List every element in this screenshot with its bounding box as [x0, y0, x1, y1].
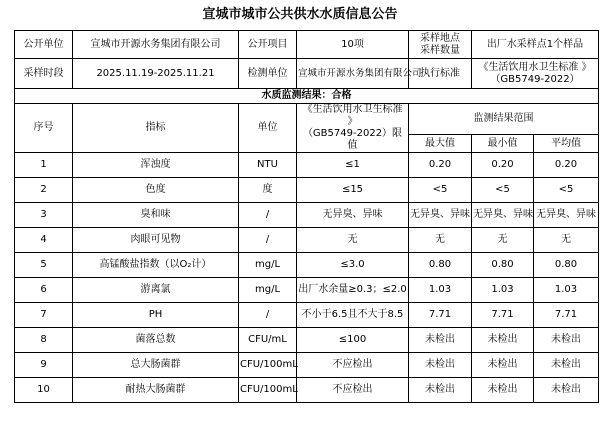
cell-unit: CFU/100mL	[239, 353, 297, 378]
info-row-2	[15, 59, 599, 89]
cell-min: 1.03	[472, 278, 534, 303]
water-quality-table	[14, 30, 599, 403]
cell-unit: CFU/100mL	[239, 378, 297, 403]
cell-unit: /	[239, 303, 297, 328]
cell-limit: ≤3.0	[297, 253, 409, 278]
info-row-1	[15, 31, 599, 59]
cell-min: 0.80	[472, 253, 534, 278]
header-indicator: 指标	[73, 104, 239, 153]
cell-unit: 度	[239, 178, 297, 203]
period-label: 采样时段	[15, 59, 73, 89]
cell-max: 未检出	[409, 353, 472, 378]
cell-max: 未检出	[409, 328, 472, 353]
cell-max: 7.71	[409, 303, 472, 328]
result-heading-row	[15, 89, 599, 104]
cell-min: <5	[472, 178, 534, 203]
cell-indicator: 耐热大肠菌群	[73, 378, 239, 403]
header-limit: 《生活饮用水卫生标准 》 （GB5749-2022）限值	[297, 104, 409, 153]
result-heading: 水质监测结果：合格	[15, 89, 599, 104]
cell-min: 未检出	[472, 328, 534, 353]
cell-min: 7.71	[472, 303, 534, 328]
cell-limit: 出厂水余量≥0.3；≤2.0	[297, 278, 409, 303]
cell-limit: ≤1	[297, 153, 409, 178]
header-avg: 平均值	[534, 135, 599, 153]
items-value: 10项	[297, 31, 409, 59]
cell-limit: 无异臭、异味	[297, 203, 409, 228]
cell-avg: 0.20	[534, 153, 599, 178]
cell-indicator: 游离氯	[73, 278, 239, 303]
sample-label: 采样地点 采样数量	[409, 31, 472, 59]
cell-seq: 3	[15, 203, 73, 228]
cell-min: 0.20	[472, 153, 534, 178]
table-row	[15, 378, 599, 403]
unit-value: 宣城市开源水务集团有限公司	[73, 31, 239, 59]
header-unit: 单位	[239, 104, 297, 153]
cell-seq: 9	[15, 353, 73, 378]
cell-avg: <5	[534, 178, 599, 203]
cell-indicator: 色度	[73, 178, 239, 203]
table-row	[15, 353, 599, 378]
cell-indicator: 浑浊度	[73, 153, 239, 178]
table-row	[15, 153, 599, 178]
cell-unit: mg/L	[239, 278, 297, 303]
cell-avg: 未检出	[534, 328, 599, 353]
header-row-1	[15, 104, 599, 135]
cell-seq: 5	[15, 253, 73, 278]
cell-min: 无	[472, 228, 534, 253]
cell-avg: 1.03	[534, 278, 599, 303]
cell-min: 未检出	[472, 353, 534, 378]
cell-unit: mg/L	[239, 253, 297, 278]
cell-unit: CFU/mL	[239, 328, 297, 353]
cell-max: 无异臭、异味	[409, 203, 472, 228]
header-seq: 序号	[15, 104, 73, 153]
items-label: 公开项目	[239, 31, 297, 59]
cell-max: 1.03	[409, 278, 472, 303]
cell-min: 无异臭、异味	[472, 203, 534, 228]
std-label: 执行标准	[409, 59, 472, 89]
cell-limit: 不应检出	[297, 378, 409, 403]
cell-indicator: 总大肠菌群	[73, 353, 239, 378]
period-value: 2025.11.19-2025.11.21	[73, 59, 239, 89]
cell-unit: /	[239, 228, 297, 253]
test-value: 宣城市开源水务集团有限公司	[297, 59, 409, 89]
cell-seq: 7	[15, 303, 73, 328]
cell-avg: 未检出	[534, 353, 599, 378]
cell-seq: 2	[15, 178, 73, 203]
table-row	[15, 203, 599, 228]
cell-seq: 1	[15, 153, 73, 178]
header-max: 最大值	[409, 135, 472, 153]
cell-max: 未检出	[409, 378, 472, 403]
cell-max: 0.80	[409, 253, 472, 278]
cell-unit: /	[239, 203, 297, 228]
header-range: 监测结果范围	[409, 104, 599, 135]
cell-limit: 不小于6.5且不大于8.5	[297, 303, 409, 328]
cell-limit: ≤100	[297, 328, 409, 353]
table-row	[15, 278, 599, 303]
table-row	[15, 228, 599, 253]
cell-indicator: 菌落总数	[73, 328, 239, 353]
header-min: 最小值	[472, 135, 534, 153]
cell-indicator: 高锰酸盐指数（以O₂计）	[73, 253, 239, 278]
cell-indicator: PH	[73, 303, 239, 328]
cell-avg: 未检出	[534, 378, 599, 403]
cell-indicator: 肉眼可见物	[73, 228, 239, 253]
test-label: 检测单位	[239, 59, 297, 89]
cell-min: 未检出	[472, 378, 534, 403]
std-value: 《生活饮用水卫生标准 》 （GB5749-2022）	[472, 59, 599, 89]
cell-limit: 不应检出	[297, 353, 409, 378]
table-row	[15, 178, 599, 203]
unit-label: 公开单位	[15, 31, 73, 59]
table-row	[15, 253, 599, 278]
cell-seq: 6	[15, 278, 73, 303]
cell-seq: 8	[15, 328, 73, 353]
cell-avg: 0.80	[534, 253, 599, 278]
table-row	[15, 328, 599, 353]
cell-max: 无	[409, 228, 472, 253]
cell-max: <5	[409, 178, 472, 203]
cell-unit: NTU	[239, 153, 297, 178]
cell-indicator: 臭和味	[73, 203, 239, 228]
table-row	[15, 303, 599, 328]
cell-avg: 无	[534, 228, 599, 253]
cell-limit: 无	[297, 228, 409, 253]
cell-max: 0.20	[409, 153, 472, 178]
cell-avg: 7.71	[534, 303, 599, 328]
cell-seq: 10	[15, 378, 73, 403]
cell-seq: 4	[15, 228, 73, 253]
cell-limit: ≤15	[297, 178, 409, 203]
page-title: 宣城市城市公共供水水质信息公告	[202, 7, 398, 22]
sample-value: 出厂水采样点1个样品	[472, 31, 599, 59]
cell-avg: 无异臭、异味	[534, 203, 599, 228]
